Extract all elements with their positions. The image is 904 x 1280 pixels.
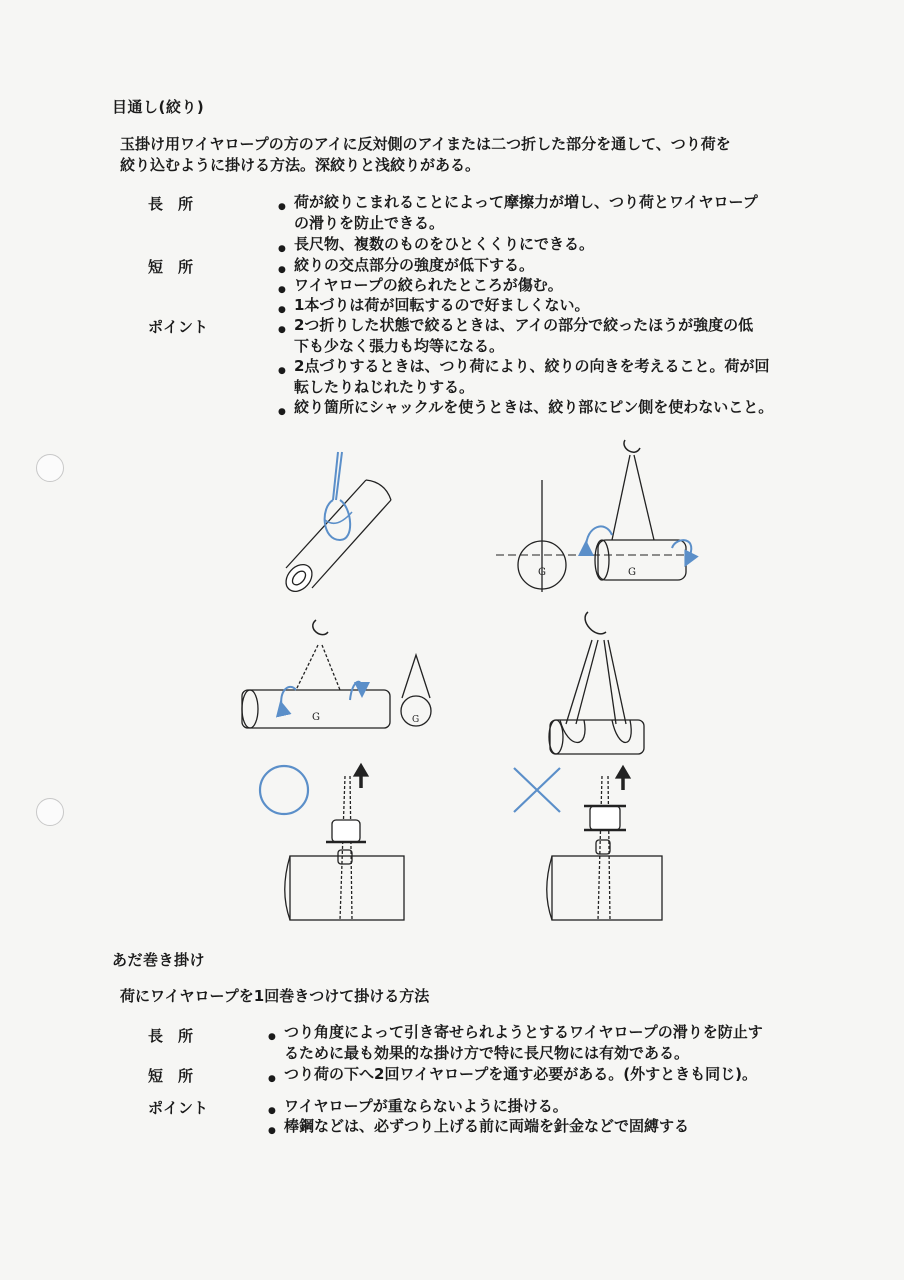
intro-line: 絞り込むように掛ける方法。深絞りと浅絞りがある。: [120, 156, 481, 174]
fig-two-point-choke: [242, 620, 431, 728]
item-line: つり荷の下へ2回ワイヤロープを通す必要がある。(外すときも同じ)。: [284, 1065, 757, 1083]
bullet-icon: ●: [278, 366, 286, 376]
section-title: あだ巻き掛け: [112, 951, 206, 969]
fig-shackle-good: [260, 764, 404, 920]
item-line: 下も少なく張力も均等になる。: [294, 337, 505, 355]
item-line: 転したりねじれたりする。: [294, 378, 475, 396]
fig-double-wrap: [549, 612, 644, 754]
demerit-label: 短 所: [148, 1067, 194, 1085]
item-line: 2点づりするときは、つり荷により、絞りの向きを考えること。荷が回: [294, 357, 770, 375]
list-item: [268, 1064, 757, 1085]
list-item: [268, 1096, 568, 1117]
g-label: G: [628, 567, 636, 578]
bullet-icon: ●: [268, 1032, 276, 1042]
bullet-icon: ●: [278, 244, 286, 254]
list-item: [268, 1022, 763, 1064]
intro-line: 玉掛け用ワイヤロープの方のアイに反対側のアイまたは二つ折した部分を通して、つり荷を: [120, 135, 731, 153]
point-label: ポイント: [148, 1099, 209, 1117]
item-line: 棒鋼などは、必ずつり上げる前に両端を針金などで固縛する: [284, 1117, 690, 1135]
merit-label: 長 所: [148, 1027, 194, 1045]
item-line: 長尺物、複数のものをひとくくりにできる。: [294, 235, 595, 253]
merit-label: 長 所: [148, 195, 194, 213]
fig-pipe-choke: [281, 452, 391, 597]
g-label: G: [538, 567, 546, 578]
section-intro: 荷にワイヤロープを1回巻きつけて掛ける方法: [120, 987, 430, 1005]
g-label: G: [312, 712, 320, 723]
item-line: つり角度によって引き寄せられようとするワイヤロープの滑りを防止す: [284, 1023, 763, 1041]
g-label: G: [412, 715, 420, 725]
bullet-icon: ●: [278, 305, 286, 315]
list-item: [268, 1116, 690, 1137]
item-line: 1本づりは荷が回転するので好ましくない。: [294, 296, 590, 314]
bullet-icon: ●: [278, 285, 286, 295]
section-title: 目通し(絞り): [112, 98, 205, 116]
bullet-icon: ●: [278, 407, 286, 417]
item-line: 2つ折りした状態で絞るときは、アイの部分で絞ったほうが強度の低: [294, 316, 754, 334]
bullet-icon: ●: [278, 265, 286, 275]
bullet-icon: ●: [268, 1106, 276, 1116]
item-line: 絞り箇所にシャックルを使うときは、絞り部にピン側を使わないこと。: [294, 398, 774, 416]
bad-mark-icon: [514, 768, 560, 812]
item-line: ワイヤロープの絞られたところが傷む。: [294, 276, 563, 294]
item-line: の滑りを防止できる。: [294, 214, 445, 232]
item-line: るために最も効果的な掛け方で特に長尺物には有効である。: [284, 1044, 690, 1062]
fig-one-point-rotation: [496, 440, 691, 592]
item-line: 絞りの交点部分の強度が低下する。: [294, 256, 535, 274]
demerit-label: 短 所: [148, 258, 194, 276]
item-line: ワイヤロープが重ならないように掛ける。: [284, 1097, 568, 1115]
point-label: ポイント: [148, 318, 209, 336]
good-mark-icon: [260, 766, 308, 814]
bullet-icon: ●: [278, 202, 286, 212]
bullet-icon: ●: [268, 1074, 276, 1084]
item-line: 荷が絞りこまれることによって摩擦力が増し、つり荷とワイヤロープ: [294, 193, 758, 211]
bullet-icon: ●: [268, 1126, 276, 1136]
fig-shackle-bad: [514, 766, 662, 920]
bullet-icon: ●: [278, 325, 286, 335]
